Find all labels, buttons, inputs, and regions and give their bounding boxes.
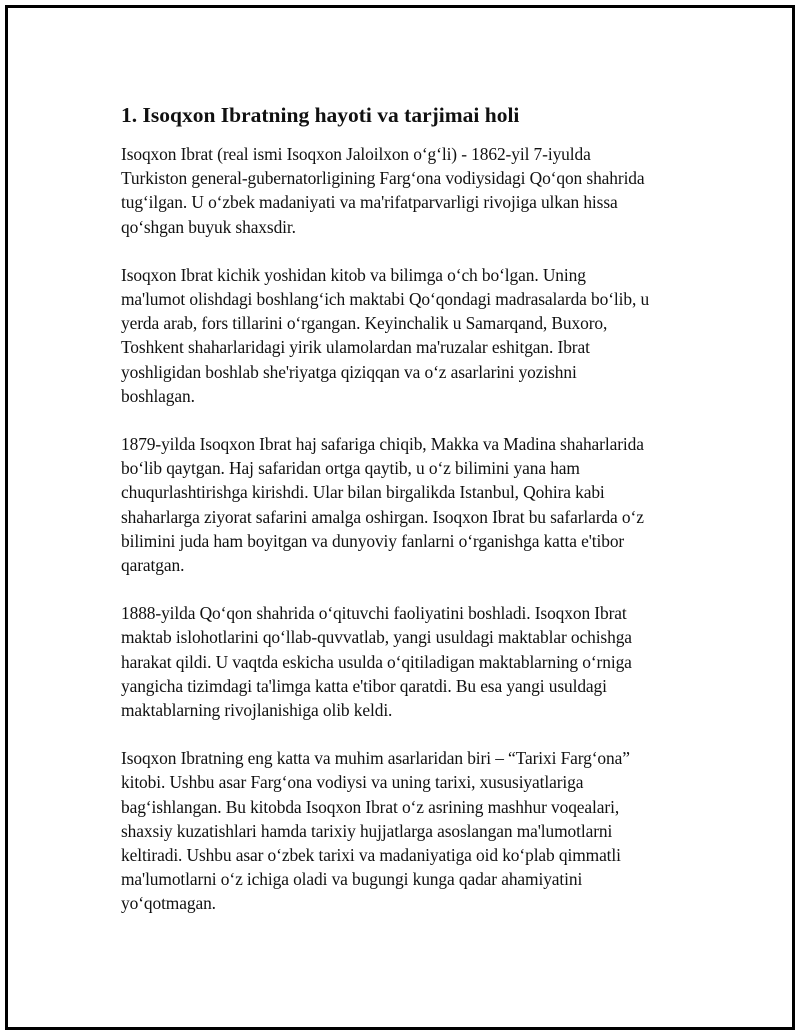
paragraph-line: 1888-yilda Qoʻqon shahrida oʻqituvchi faoliyatini boshladi. Isoqxon Ibrat: [121, 603, 627, 624]
paragraph-line: ma'lumot olishdagi boshlangʻich maktabi Qoʻqondagi madrasalarda boʻlib, u: [121, 289, 650, 310]
paragraph-line: Isoqxon Ibratning eng katta va muhim asarlaridan biri – “Tarixi Fargʻona”: [121, 748, 630, 769]
paragraph-line: yoʻqotmagan.: [121, 893, 216, 914]
paragraph-line: Toshkent shaharlaridagi yirik ulamolardan ma'ruzalar eshitgan. Ibrat: [121, 337, 590, 358]
paragraph-line: boʻlib qaytgan. Haj safaridan ortga qaytib, u oʻz bilimini yana ham: [121, 458, 580, 479]
paragraph-line: maktablarning rivojlanishiga olib keldi.: [121, 700, 393, 721]
paragraph-line: shaxsiy kuzatishlari hamda tarixiy hujjatlarga asoslangan ma'lumotlarni: [121, 820, 613, 841]
paragraph-line: bilimini juda ham boyitgan va dunyoviy fanlarni oʻrganishga katta e'tibor: [121, 530, 625, 551]
page-frame: [5, 5, 795, 1030]
paragraph-line: tugʻilgan. U oʻzbek madaniyati va ma'rifatparvarligi rivojiga ulkan hissa: [121, 192, 618, 213]
paragraph-line: Isoqxon Ibrat kichik yoshidan kitob va bilimga oʻch boʻlgan. Uning: [121, 264, 586, 285]
paragraph: [121, 746, 701, 915]
document-title: 1. Isoqxon Ibratning hayoti va tarjimai holi: [121, 103, 520, 127]
paragraph-line: yangicha tizimdagi ta'limga katta e'tibor qaratdi. Bu esa yangi usuldagi: [121, 675, 607, 696]
paragraph-line: kitobi. Ushbu asar Fargʻona vodiysi va uning tarixi, xususiyatlariga: [121, 772, 584, 793]
paragraph: [121, 142, 701, 239]
paragraph-list: [121, 142, 701, 916]
document-body: [121, 102, 701, 940]
paragraph: [121, 263, 701, 408]
paragraph-line: qoʻshgan buyuk shaxsdir.: [121, 216, 296, 237]
paragraph-line: harakat qildi. U vaqtda eskicha usulda oʻqitiladigan maktablarning oʻrniga: [121, 651, 632, 672]
paragraph-line: shaharlarga ziyorat safarini amalga oshirgan. Isoqxon Ibrat bu safarlarda oʻz: [121, 506, 644, 527]
paragraph-line: yerda arab, fors tillarini oʻrgangan. Keyinchalik u Samarqand, Buxoro,: [121, 313, 608, 334]
paragraph-line: Isoqxon Ibrat (real ismi Isoqxon Jaloilxon oʻgʻli) - 1862-yil 7-iyulda: [121, 144, 591, 164]
paragraph-line: yoshligidan boshlab she'riyatga qiziqqan va oʻz asarlarini yozishni: [121, 361, 577, 382]
paragraph-line: qaratgan.: [121, 555, 185, 576]
paragraph: [121, 601, 701, 722]
paragraph-line: 1879-yilda Isoqxon Ibrat haj safariga chiqib, Makka va Madina shaharlarida: [121, 434, 644, 455]
paragraph-line: maktab islohotlarini qoʻllab-quvvatlab, yangi usuldagi maktablar ochishga: [121, 627, 632, 648]
paragraph-line: Turkiston general-gubernatorligining Fargʻona vodiysidagi Qoʻqon shahrida: [121, 168, 645, 189]
paragraph-line: chuqurlashtirishga kirishdi. Ular bilan birgalikda Istanbul, Qohira kabi: [121, 482, 605, 503]
paragraph-line: boshlagan.: [121, 385, 195, 406]
paragraph-line: bagʻishlangan. Bu kitobda Isoqxon Ibrat oʻz asrining mashhur voqealari,: [121, 796, 620, 817]
paragraph-line: ma'lumotlarni oʻz ichiga oladi va bugungi kunga qadar ahamiyatini: [121, 869, 583, 890]
paragraph: [121, 432, 701, 577]
paragraph-line: keltiradi. Ushbu asar oʻzbek tarixi va madaniyatiga oid koʻplab qimmatli: [121, 845, 621, 866]
